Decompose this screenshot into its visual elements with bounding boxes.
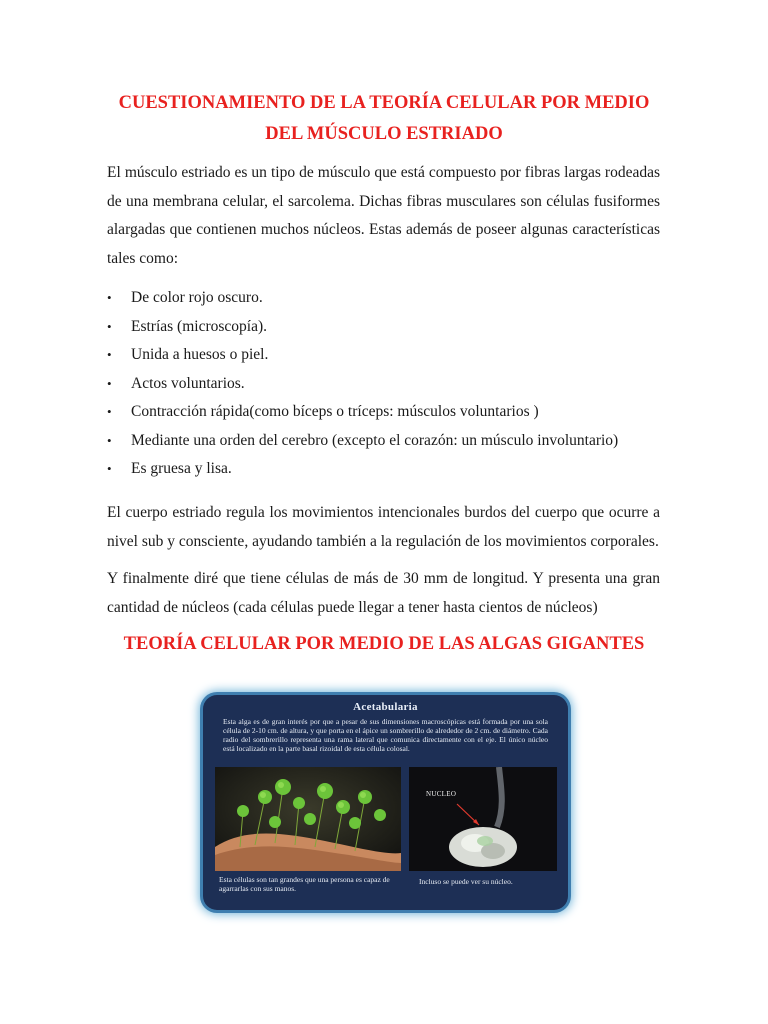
figure-description: Esta alga es de gran interés por que a pesar de sus dimensiones macroscópicas está formada por una sola célula de 2-10 cm. de altura, y que porta en el ápice un sombrerillo de alrededor de 2 cm. de diámetro. Cada radio del sombrerillo representa una rama lateral que comunica directamente con el eje. El único núcleo está localizado en la parte basal rizoidal de esta célula colosal.	[223, 717, 548, 753]
bullet-icon: •	[107, 290, 112, 305]
acetabularia-figure	[203, 695, 568, 910]
bullet-icon: •	[107, 432, 112, 448]
bullet-icon: •	[107, 375, 112, 391]
paragraph-conclusion: Y finalmente diré que tiene células de más de 30 mm de longitud. Y presenta una gran cantidad de núcleos (cada células puede llegar a tener hasta cientos de núcleos)	[107, 570, 660, 616]
figure-caption-left: Esta células son tan grandes que una persona es capaz de agarrarlas con sus manos.	[219, 875, 390, 893]
list-item: • Estrías (microscopía).	[107, 313, 667, 342]
characteristics-list	[107, 284, 667, 484]
list-item: • Mediante una orden del cerebro (excepto el corazón: un músculo involuntario)	[107, 427, 667, 456]
bullet-icon: •	[107, 347, 112, 362]
figure-caption-right: Incluso se puede ver su núcleo.	[419, 877, 513, 886]
intro-paragraph: El músculo estriado es un tipo de músculo que está compuesto por fibras largas rodeadas de una membrana celular, el sarcolema. Dichas fibras musculares son células fusiformes alargadas que contienen muchos núcleos. Estas además de poseer algunas características tales como:	[107, 164, 660, 267]
section-title: TEORÍA CELULAR POR MEDIO DE LAS ALGAS GIGANTES	[123, 634, 645, 654]
bullet-icon: •	[107, 404, 112, 419]
bullet-icon: •	[107, 318, 112, 334]
list-item: • Contracción rápida(como bíceps o tríceps: músculos voluntarios )	[107, 398, 667, 427]
list-item: • Es gruesa y lisa.	[107, 455, 667, 484]
paragraph-striatum: El cuerpo estriado regula los movimientos intencionales burdos del cuerpo que ocurre a nivel sub y consciente, ayudando también a la regulación de los movimientos corporales.	[107, 504, 660, 550]
list-item: • De color rojo oscuro.	[107, 284, 667, 313]
bullet-icon: •	[107, 461, 112, 476]
figure-title: Acetabularia	[353, 701, 418, 713]
list-item: • Actos voluntarios.	[107, 370, 667, 399]
algae-in-hand-photo	[215, 767, 401, 871]
page-title: CUESTIONAMIENTO DE LA TEORÍA CELULAR POR MEDIO DEL MÚSCULO ESTRIADO	[118, 93, 650, 144]
list-item: • Unida a huesos o piel.	[107, 341, 667, 370]
nucleus-label: NUCLEO	[426, 790, 457, 798]
nucleus-photo	[409, 767, 557, 871]
